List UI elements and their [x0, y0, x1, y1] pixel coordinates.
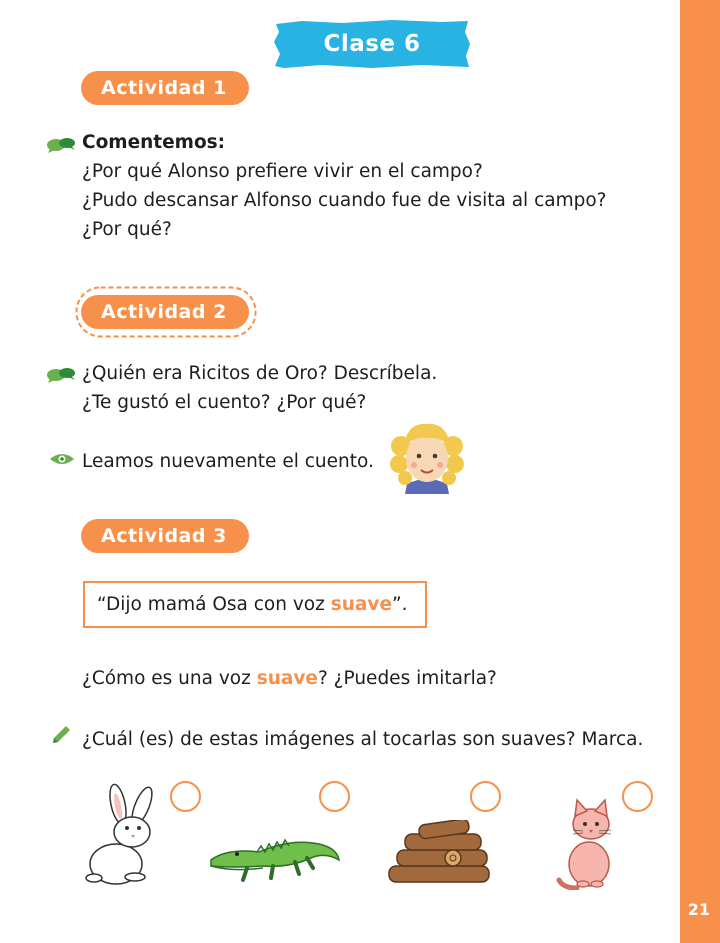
- firewood-logs-illustration: [383, 820, 497, 888]
- activity-2-question-2: ¿Te gustó el cuento? ¿Por qué?: [82, 392, 367, 413]
- activity-2-question-1: ¿Quién era Ricitos de Oro? Descríbela.: [82, 363, 438, 384]
- question-text-end: ? ¿Puedes imitarla?: [317, 668, 497, 689]
- activity-1-question-1: ¿Por qué Alonso prefiere vivir en el campo?: [82, 161, 483, 182]
- class-title: Clase 6: [323, 31, 421, 57]
- answer-circle-crocodile[interactable]: [319, 781, 350, 812]
- page-number: 21: [687, 900, 710, 919]
- comment-heading: Comentemos:: [82, 132, 226, 153]
- page-side-band: [680, 0, 720, 943]
- class-banner: [272, 18, 472, 70]
- activity-1-label: Actividad 1: [81, 71, 249, 105]
- cat-illustration: [555, 796, 627, 890]
- pencil-icon: [49, 723, 73, 747]
- activity-3-label: Actividad 3: [81, 519, 249, 553]
- soft-voice-question: [82, 664, 497, 693]
- answer-circle-rabbit[interactable]: [170, 781, 201, 812]
- speech-bubbles-icon: [46, 367, 76, 383]
- quote-highlight-word: suave: [330, 594, 392, 615]
- mark-instruction: ¿Cuál (es) de estas imágenes al tocarlas son suaves? Marca.: [82, 729, 644, 750]
- answer-circle-logs[interactable]: [470, 781, 501, 812]
- quote-text-end: ”.: [392, 594, 408, 615]
- quote-text-start: “Dijo mamá Osa con voz: [97, 594, 331, 615]
- question-text-start: ¿Cómo es una voz: [82, 668, 257, 689]
- quote-box: [83, 581, 427, 628]
- activity-2-label: Actividad 2: [81, 295, 249, 329]
- crocodile-illustration: [207, 822, 341, 884]
- rabbit-illustration: [80, 782, 166, 886]
- activity-1-question-2: ¿Pudo descansar Alfonso cuando fue de visita al campo?: [82, 190, 607, 211]
- activity-1-question-3: ¿Por qué?: [82, 219, 172, 240]
- eye-icon: [49, 452, 75, 466]
- speech-bubbles-icon: [46, 137, 76, 153]
- read-again-instruction: Leamos nuevamente el cuento.: [82, 451, 374, 472]
- question-highlight-word: suave: [256, 668, 318, 689]
- goldilocks-illustration: [385, 418, 469, 494]
